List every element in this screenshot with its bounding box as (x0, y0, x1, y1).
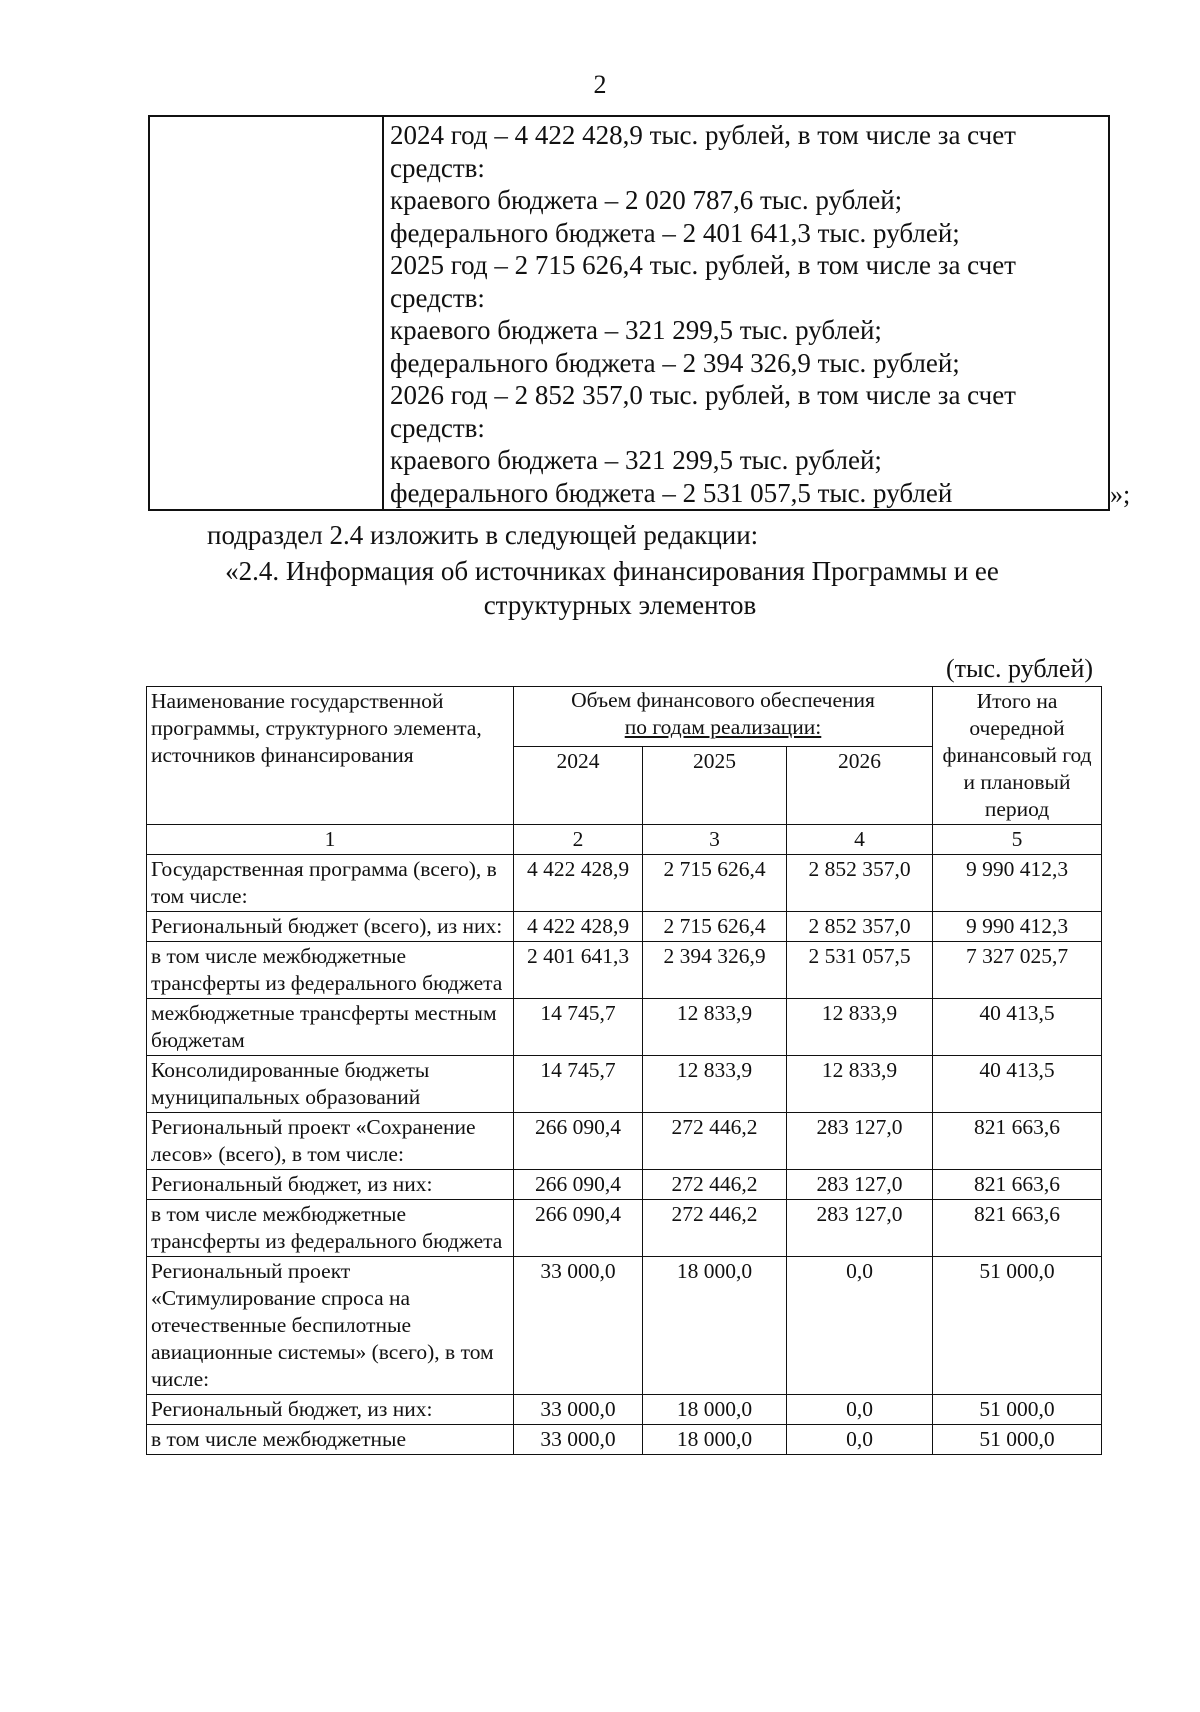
header-year: 2024 (514, 747, 643, 825)
summary-line: 2024 год – 4 422 428,9 тыс. рублей, в том числе за счет (390, 120, 1016, 150)
row-total: 51 000,0 (933, 1425, 1102, 1455)
row-total: 821 663,6 (933, 1113, 1102, 1170)
row-value-2025: 272 446,2 (643, 1170, 787, 1200)
row-name: межбюджетные трансферты местным бюджетам (147, 999, 514, 1056)
summary-line: краевого бюджета – 321 299,5 тыс. рублей; (390, 445, 882, 475)
header-year: 2026 (787, 747, 933, 825)
row-total: 40 413,5 (933, 999, 1102, 1056)
summary-line: 2026 год – 2 852 357,0 тыс. рублей, в том числе за счет (390, 380, 1016, 410)
row-value-2024: 33 000,0 (514, 1257, 643, 1395)
funding-summary-table (148, 115, 1110, 511)
table-row (147, 942, 1102, 999)
row-value-2025: 2 715 626,4 (643, 912, 787, 942)
row-value-2026: 2 852 357,0 (787, 855, 933, 912)
row-value-2024: 266 090,4 (514, 1113, 643, 1170)
summary-line: федерального бюджета – 2 394 326,9 тыс. рублей; (390, 347, 960, 378)
row-total: 821 663,6 (933, 1200, 1102, 1257)
summary-label-cell (149, 116, 383, 510)
row-value-2025: 12 833,9 (643, 1056, 787, 1113)
header-year: 2025 (643, 747, 787, 825)
index-cell: 3 (643, 825, 787, 855)
row-total: 9 990 412,3 (933, 912, 1102, 942)
row-value-2025: 12 833,9 (643, 999, 787, 1056)
row-name: Консолидированные бюджеты муниципальных образований (147, 1056, 514, 1113)
row-value-2026: 0,0 (787, 1425, 933, 1455)
row-value-2024: 4 422 428,9 (514, 912, 643, 942)
index-cell: 2 (514, 825, 643, 855)
row-value-2026: 2 852 357,0 (787, 912, 933, 942)
row-value-2026: 2 531 057,5 (787, 942, 933, 999)
row-value-2026: 283 127,0 (787, 1200, 933, 1257)
table-row (147, 855, 1102, 912)
row-value-2025: 272 446,2 (643, 1200, 787, 1257)
row-value-2025: 18 000,0 (643, 1257, 787, 1395)
row-name: в том числе межбюджетные (147, 1425, 514, 1455)
table-row (147, 1200, 1102, 1257)
table-row (147, 1113, 1102, 1170)
row-total: 51 000,0 (933, 1395, 1102, 1425)
row-value-2024: 33 000,0 (514, 1395, 643, 1425)
row-value-2026: 12 833,9 (787, 999, 933, 1056)
row-value-2024: 4 422 428,9 (514, 855, 643, 912)
summary-line: федерального бюджета – 2 401 641,3 тыс. рублей; (390, 217, 960, 248)
index-row (147, 825, 1102, 855)
header-volume-line1: Объем финансового обеспечения (571, 688, 875, 712)
header-volume (514, 687, 933, 747)
row-value-2024: 2 401 641,3 (514, 942, 643, 999)
index-cell: 4 (787, 825, 933, 855)
index-cell: 5 (933, 825, 1102, 855)
row-name: Государственная программа (всего), в том числе: (147, 855, 514, 912)
row-name: Региональный бюджет (всего), из них: (147, 912, 514, 942)
row-value-2024: 266 090,4 (514, 1170, 643, 1200)
summary-line: 2025 год – 2 715 626,4 тыс. рублей, в том числе за счет (390, 250, 1016, 280)
table-row (147, 912, 1102, 942)
row-total: 9 990 412,3 (933, 855, 1102, 912)
row-name: в том числе межбюджетные трансферты из федерального бюджета (147, 1200, 514, 1257)
index-cell: 1 (147, 825, 514, 855)
row-total: 7 327 025,7 (933, 942, 1102, 999)
summary-line: средств: (390, 412, 485, 443)
row-value-2026: 0,0 (787, 1257, 933, 1395)
page-number: 2 (593, 70, 607, 99)
table-row (147, 999, 1102, 1056)
summary-line: краевого бюджета – 321 299,5 тыс. рублей; (390, 315, 882, 345)
row-value-2026: 283 127,0 (787, 1170, 933, 1200)
row-value-2025: 272 446,2 (643, 1113, 787, 1170)
header-row (147, 687, 1102, 747)
summary-line: средств: (390, 152, 485, 183)
section-title-line1: «2.4. Информация об источниках финансирования Программы и ее (225, 556, 999, 586)
closing-quote: »; (1110, 480, 1131, 509)
row-value-2026: 12 833,9 (787, 1056, 933, 1113)
summary-line: федерального бюджета – 2 531 057,5 тыс. рублей (390, 477, 953, 508)
row-value-2026: 0,0 (787, 1395, 933, 1425)
table-row (147, 1395, 1102, 1425)
table-row (147, 1056, 1102, 1113)
row-total: 51 000,0 (933, 1257, 1102, 1395)
financing-table (146, 686, 1102, 1455)
header-total: Итого на очередной финансовый год и плановый период (933, 687, 1102, 825)
row-value-2024: 14 745,7 (514, 999, 643, 1056)
row-total: 821 663,6 (933, 1170, 1102, 1200)
summary-line: краевого бюджета – 2 020 787,6 тыс. рублей; (390, 185, 903, 215)
row-name: Региональный бюджет, из них: (147, 1170, 514, 1200)
row-value-2024: 33 000,0 (514, 1425, 643, 1455)
row-value-2025: 18 000,0 (643, 1425, 787, 1455)
row-name: Региональный проект «Сохранение лесов» (всего), в том числе: (147, 1113, 514, 1170)
row-name: Региональный бюджет, из них: (147, 1395, 514, 1425)
row-value-2024: 14 745,7 (514, 1056, 643, 1113)
table-row (147, 1257, 1102, 1395)
row-value-2025: 2 715 626,4 (643, 855, 787, 912)
row-value-2025: 18 000,0 (643, 1395, 787, 1425)
row-value-2024: 266 090,4 (514, 1200, 643, 1257)
table-row (147, 1170, 1102, 1200)
header-volume-line2: по годам реализации: (624, 715, 822, 739)
table-row (147, 1425, 1102, 1455)
row-value-2025: 2 394 326,9 (643, 942, 787, 999)
header-name: Наименование государственной программы, структурного элемента, источников финансирования (147, 687, 514, 825)
instruction-paragraph: подраздел 2.4 изложить в следующей редакции: (207, 520, 759, 550)
row-name: Региональный проект «Стимулирование спроса на отечественные беспилотные авиационные системы» (всего), в том числе: (147, 1257, 514, 1395)
row-total: 40 413,5 (933, 1056, 1102, 1113)
summary-line: средств: (390, 282, 485, 313)
row-value-2026: 283 127,0 (787, 1113, 933, 1170)
section-title-line2: структурных элементов (483, 590, 757, 620)
unit-label: (тыс. рублей) (946, 654, 1094, 683)
summary-text-cell (383, 116, 1109, 510)
row-name: в том числе межбюджетные трансферты из федерального бюджета (147, 942, 514, 999)
